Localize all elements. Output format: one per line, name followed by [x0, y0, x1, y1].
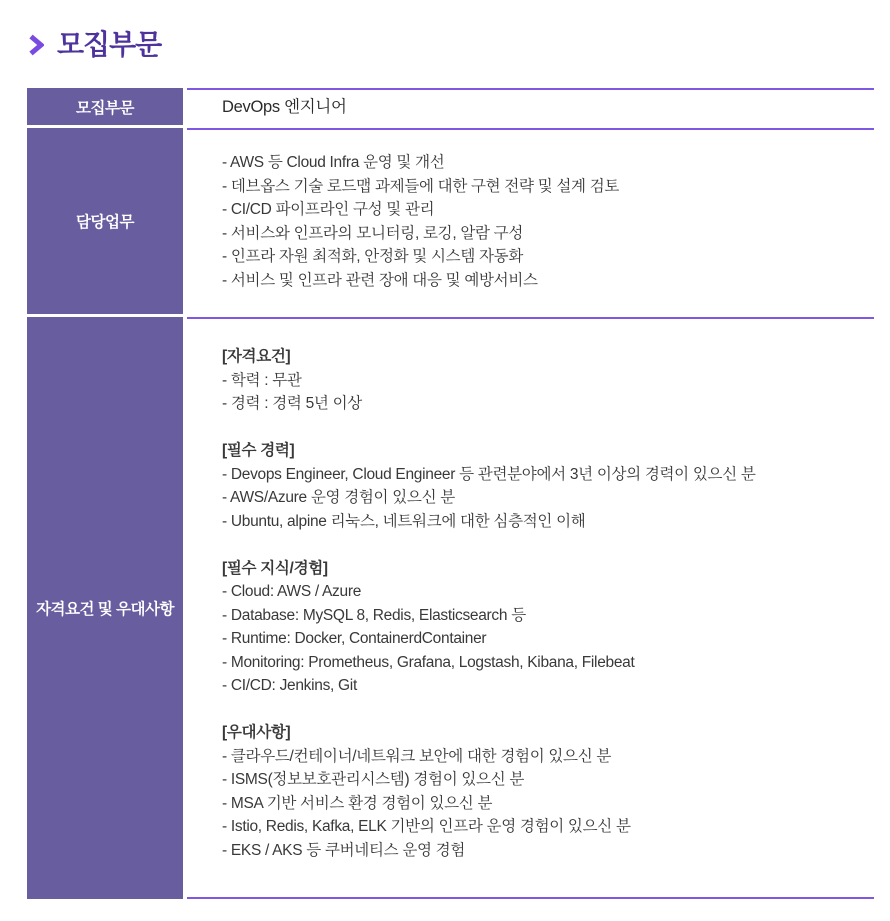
group-heading: [필수 지식/경험] — [222, 559, 328, 577]
group-line: - Ubuntu, alpine 리눅스, 네트워크에 대한 심층적인 이해 — [222, 512, 586, 530]
group-line: - Cloud: AWS / Azure — [222, 583, 362, 600]
qual-group-required-career — [222, 439, 864, 533]
recruitment-table — [27, 88, 874, 899]
section-header — [28, 28, 890, 62]
table-row-duties — [27, 128, 874, 314]
group-heading: [자격요건] — [222, 348, 291, 365]
row-value-qualifications — [187, 317, 874, 899]
group-line: - Database: MySQL 8, Redis, Elasticsearch 등 — [222, 606, 526, 624]
row-label-qualifications: 자격요건 및 우대사항 — [27, 317, 183, 899]
page-title: 모집부문 — [57, 29, 162, 60]
group-line: - Monitoring: Prometheus, Grafana, Logstash, Kibana, Filebeat — [222, 653, 635, 671]
row-label-position: 모집부문 — [27, 88, 183, 125]
row-label-duties: 담당업무 — [27, 128, 183, 314]
duty-line: - 데브옵스 기술 로드맵 과제들에 대한 구현 전략 및 설계 검토 — [222, 177, 620, 195]
group-line: - Runtime: Docker, ContainerdContainer — [222, 630, 487, 647]
duty-line: - CI/CD 파이프라인 구성 및 관리 — [222, 201, 435, 218]
group-line: - Devops Engineer, Cloud Engineer 등 관련분야에서 3년 이상의 경력이 있으신 분 — [222, 465, 756, 483]
page — [0, 28, 890, 921]
chevron-right-icon — [28, 33, 44, 57]
row-value-position: DevOps 엔지니어 — [187, 88, 874, 125]
qual-group-preferred — [222, 721, 864, 862]
group-line: - EKS / AKS 등 쿠버네티스 운영 경험 — [222, 841, 466, 859]
group-heading: [필수 경력] — [222, 442, 295, 459]
group-heading: [우대사항] — [222, 724, 291, 741]
table-row-qualifications — [27, 317, 874, 899]
group-line: - AWS/Azure 운영 경험이 있으신 분 — [222, 489, 455, 506]
duty-line: - 서비스와 인프라의 모니터링, 로깅, 알람 구성 — [222, 224, 524, 242]
qual-group-requirements — [222, 345, 864, 416]
group-line: - 경력 : 경력 5년 이상 — [222, 395, 362, 412]
qual-group-required-knowledge — [222, 557, 864, 698]
group-line: - Istio, Redis, Kafka, ELK 기반의 인프라 운영 경험이 있으신 분 — [222, 818, 631, 835]
group-line: - MSA 기반 서비스 환경 경험이 있으신 분 — [222, 794, 493, 812]
row-value-duties — [187, 128, 874, 314]
group-line: - ISMS(정보보호관리시스템) 경험이 있으신 분 — [222, 771, 525, 788]
group-line: - 학력 : 무관 — [222, 371, 302, 389]
group-line: - CI/CD: Jenkins, Git — [222, 677, 357, 694]
table-row-position — [27, 88, 874, 125]
duty-line: - 인프라 자원 최적화, 안정화 및 시스템 자동화 — [222, 248, 524, 265]
duty-line: - AWS 등 Cloud Infra 운영 및 개선 — [222, 154, 445, 171]
duty-line: - 서비스 및 인프라 관련 장애 대응 및 예방서비스 — [222, 271, 538, 289]
group-line: - 클라우드/컨테이너/네트워크 보안에 대한 경험이 있으신 분 — [222, 747, 612, 765]
